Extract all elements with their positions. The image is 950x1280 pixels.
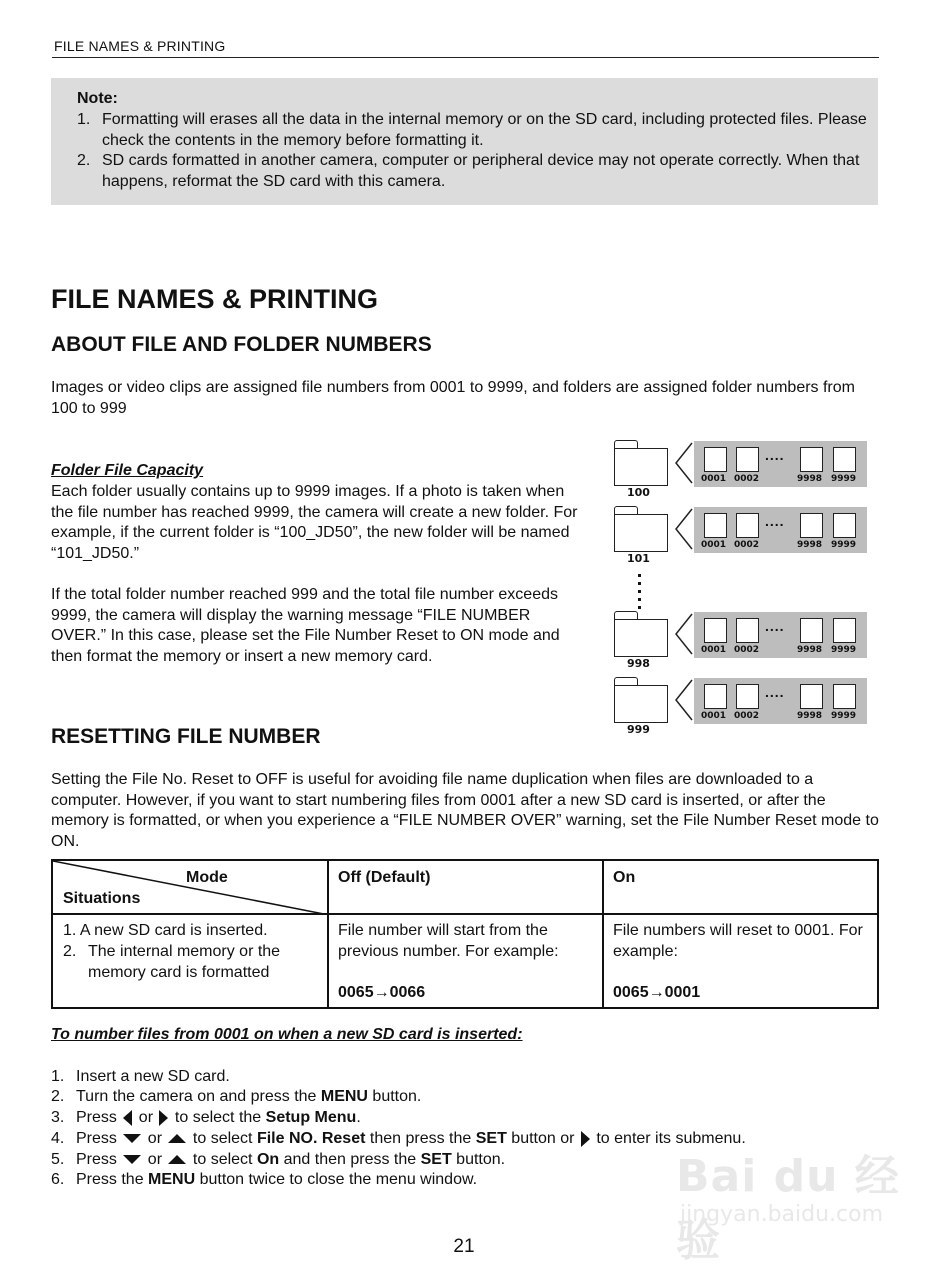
situation-text: The internal memory or the memory card is formatted xyxy=(88,943,281,981)
setup-menu-label: Setup Menu xyxy=(265,1109,357,1126)
step-text: then press the xyxy=(365,1130,476,1147)
folder-number: 998 xyxy=(627,657,650,670)
step-text: to select xyxy=(188,1151,257,1168)
folder-number: 999 xyxy=(627,723,650,736)
file-icon xyxy=(833,684,856,709)
step-text: Turn the camera on and press the xyxy=(76,1088,321,1105)
file-icon xyxy=(833,447,856,472)
note-list xyxy=(77,110,867,193)
about-heading: ABOUT FILE AND FOLDER NUMBERS xyxy=(51,333,432,356)
file-label: 0002 xyxy=(734,540,760,550)
right-arrow-icon xyxy=(581,1131,590,1147)
capacity-paragraph-1: Each folder usually contains up to 9999 images. If a photo is taken when the file number has reached 9999, the camera will create a new folder. For example, if the current folder is “100_JD50”, the new folder will be named “101_JD50.” xyxy=(51,483,578,563)
file-icon xyxy=(833,618,856,643)
folder-number: 100 xyxy=(627,486,650,499)
col-off-header: Off (Default) xyxy=(338,869,431,886)
file-label: 9998 xyxy=(797,645,823,655)
step-text: Insert a new SD card. xyxy=(76,1068,230,1085)
on-example: 0065→0001 xyxy=(613,984,701,1001)
left-arrow-icon xyxy=(123,1110,132,1126)
note-item xyxy=(77,110,867,151)
file-label: 9999 xyxy=(831,711,857,721)
folder-diagram xyxy=(610,436,870,736)
bracket-icon xyxy=(674,679,694,721)
situation-item xyxy=(63,942,303,983)
set-button-label: SET xyxy=(420,1151,452,1168)
note-title: Note: xyxy=(77,90,118,107)
file-label: 9998 xyxy=(797,474,823,484)
folder-row xyxy=(610,607,870,670)
step-text: Press the xyxy=(76,1171,149,1188)
bracket-icon xyxy=(674,613,694,655)
file-icon xyxy=(833,513,856,538)
step-text: or xyxy=(143,1130,167,1147)
col-on-header: On xyxy=(613,869,636,886)
procedure-step xyxy=(51,1067,230,1087)
off-description: File number will start from the previous number. For example: xyxy=(338,922,559,960)
note-item-text: SD cards formatted in another camera, computer or peripheral device may not operate correctly. When that happens, reformat the SD card with this camera. xyxy=(102,152,860,191)
file-strip xyxy=(694,612,867,658)
file-label: 0001 xyxy=(701,540,727,550)
file-label: 9998 xyxy=(797,711,823,721)
mode-label: Mode xyxy=(186,869,228,886)
file-label: 9999 xyxy=(831,645,857,655)
step-text: button twice to close the menu window. xyxy=(195,1171,478,1188)
procedure-step xyxy=(51,1087,421,1107)
step-text: Press xyxy=(76,1130,122,1147)
file-label: 0001 xyxy=(701,645,727,655)
file-label: 0002 xyxy=(734,474,760,484)
situation-number: 1. xyxy=(63,922,77,939)
header-rule xyxy=(52,57,879,58)
step-text: . xyxy=(356,1109,361,1126)
file-icon xyxy=(704,513,727,538)
file-label: 9998 xyxy=(797,540,823,550)
reset-heading: RESETTING FILE NUMBER xyxy=(51,725,321,748)
file-no-reset-label: File NO. Reset xyxy=(256,1130,366,1147)
file-icon xyxy=(704,618,727,643)
step-text: and then press the xyxy=(279,1151,421,1168)
file-strip xyxy=(694,507,867,553)
file-icon xyxy=(704,447,727,472)
situation-text: A new SD card is inserted. xyxy=(79,922,268,939)
step-number: 3. xyxy=(51,1109,65,1126)
file-label: 0002 xyxy=(734,645,760,655)
procedure-step xyxy=(51,1108,361,1128)
down-arrow-icon xyxy=(123,1155,141,1164)
menu-button-label: MENU xyxy=(320,1088,368,1105)
capacity-paragraph-2: If the total folder number reached 999 and the total file number exceeds 9999, the camera will display the warning message “FILE NUMBER OVER.” In this case, please set the File Number Reset to ON mode and then format the memory or insert a new memory card. xyxy=(51,586,560,666)
step-number: 2. xyxy=(51,1088,65,1105)
file-icon xyxy=(800,684,823,709)
right-arrow-icon xyxy=(159,1110,168,1126)
folder-icon xyxy=(614,440,668,484)
step-number: 4. xyxy=(51,1130,65,1147)
bracket-icon xyxy=(674,442,694,484)
procedure-step xyxy=(51,1170,477,1190)
file-strip xyxy=(694,441,867,487)
step-text: to select xyxy=(188,1130,257,1147)
step-text: button. xyxy=(451,1151,506,1168)
note-box xyxy=(51,78,878,205)
step-text: Press xyxy=(76,1109,122,1126)
note-item xyxy=(77,151,867,192)
folder-icon xyxy=(614,506,668,550)
capacity-heading: Folder File Capacity xyxy=(51,462,204,479)
file-icon xyxy=(736,447,759,472)
running-header: FILE NAMES & PRINTING xyxy=(54,38,226,54)
step-text: to enter its submenu. xyxy=(591,1130,746,1147)
file-label: 0002 xyxy=(734,711,760,721)
watermark-brand: Bai du 经验 xyxy=(676,1151,900,1266)
note-item-number: 1. xyxy=(77,111,91,128)
file-label: 9999 xyxy=(831,540,857,550)
on-description: File numbers will reset to 0001. For example: xyxy=(613,922,863,960)
situation-item xyxy=(63,921,321,942)
set-button-label: SET xyxy=(475,1130,507,1147)
file-icon xyxy=(800,618,823,643)
situation-number: 2. xyxy=(63,943,77,960)
menu-button-label: MENU xyxy=(148,1171,196,1188)
folder-number: 101 xyxy=(627,552,650,565)
ellipsis: .... xyxy=(765,684,785,700)
file-icon xyxy=(736,684,759,709)
step-number: 5. xyxy=(51,1151,65,1168)
about-paragraph: Images or video clips are assigned file numbers from 0001 to 9999, and folders are assigned folder numbers from 100 to 999 xyxy=(51,379,855,417)
mode-table xyxy=(51,859,879,1009)
file-icon xyxy=(736,618,759,643)
up-arrow-icon xyxy=(168,1155,186,1164)
table-divider xyxy=(602,861,604,1007)
situations-label: Situations xyxy=(63,890,141,907)
down-arrow-icon xyxy=(123,1134,141,1143)
step-text: button. xyxy=(367,1088,422,1105)
folder-icon xyxy=(614,677,668,721)
file-label: 9999 xyxy=(831,474,857,484)
ellipsis: .... xyxy=(765,618,785,634)
bracket-icon xyxy=(674,508,694,550)
file-icon xyxy=(800,513,823,538)
step-text: Press xyxy=(76,1151,122,1168)
step-text: button or xyxy=(506,1130,579,1147)
folder-icon xyxy=(614,611,668,655)
page-number: 21 xyxy=(453,1236,475,1257)
ellipsis: .... xyxy=(765,513,785,529)
file-icon xyxy=(704,684,727,709)
step-number: 6. xyxy=(51,1171,65,1188)
step-number: 1. xyxy=(51,1068,65,1085)
on-option-label: On xyxy=(256,1151,280,1168)
folder-row xyxy=(610,502,870,565)
file-label: 0001 xyxy=(701,474,727,484)
up-arrow-icon xyxy=(168,1134,186,1143)
off-example: 0065→0066 xyxy=(338,984,426,1001)
folder-row xyxy=(610,436,870,499)
section-title: FILE NAMES & PRINTING xyxy=(51,284,379,314)
procedure-step xyxy=(51,1150,505,1170)
ellipsis: .... xyxy=(765,447,785,463)
reset-paragraph: Setting the File No. Reset to OFF is useful for avoiding file name duplication when files are downloaded to a computer. However, if you want to start numbering files from 0001 after a new SD card is inserted, or after the memory is formatted, or when you experience a “FILE NUMBER OVER” warning, set the File Number Reset mode to ON. xyxy=(51,771,879,851)
step-text: or xyxy=(134,1109,158,1126)
file-icon xyxy=(736,513,759,538)
file-strip xyxy=(694,678,867,724)
note-item-number: 2. xyxy=(77,152,91,170)
folder-row xyxy=(610,673,870,736)
watermark-url: jingyan.baidu.com xyxy=(680,1202,884,1227)
file-icon xyxy=(800,447,823,472)
file-label: 0001 xyxy=(701,711,727,721)
step-text: or xyxy=(143,1151,167,1168)
procedure-step xyxy=(51,1129,746,1149)
note-item-text: Formatting will erases all the data in the internal memory or on the SD card, including protected files. Please check the contents in the memory before formatting it. xyxy=(102,111,867,149)
procedure-title: To number files from 0001 on when a new SD card is inserted: xyxy=(51,1026,523,1043)
step-text: to select the xyxy=(170,1109,266,1126)
